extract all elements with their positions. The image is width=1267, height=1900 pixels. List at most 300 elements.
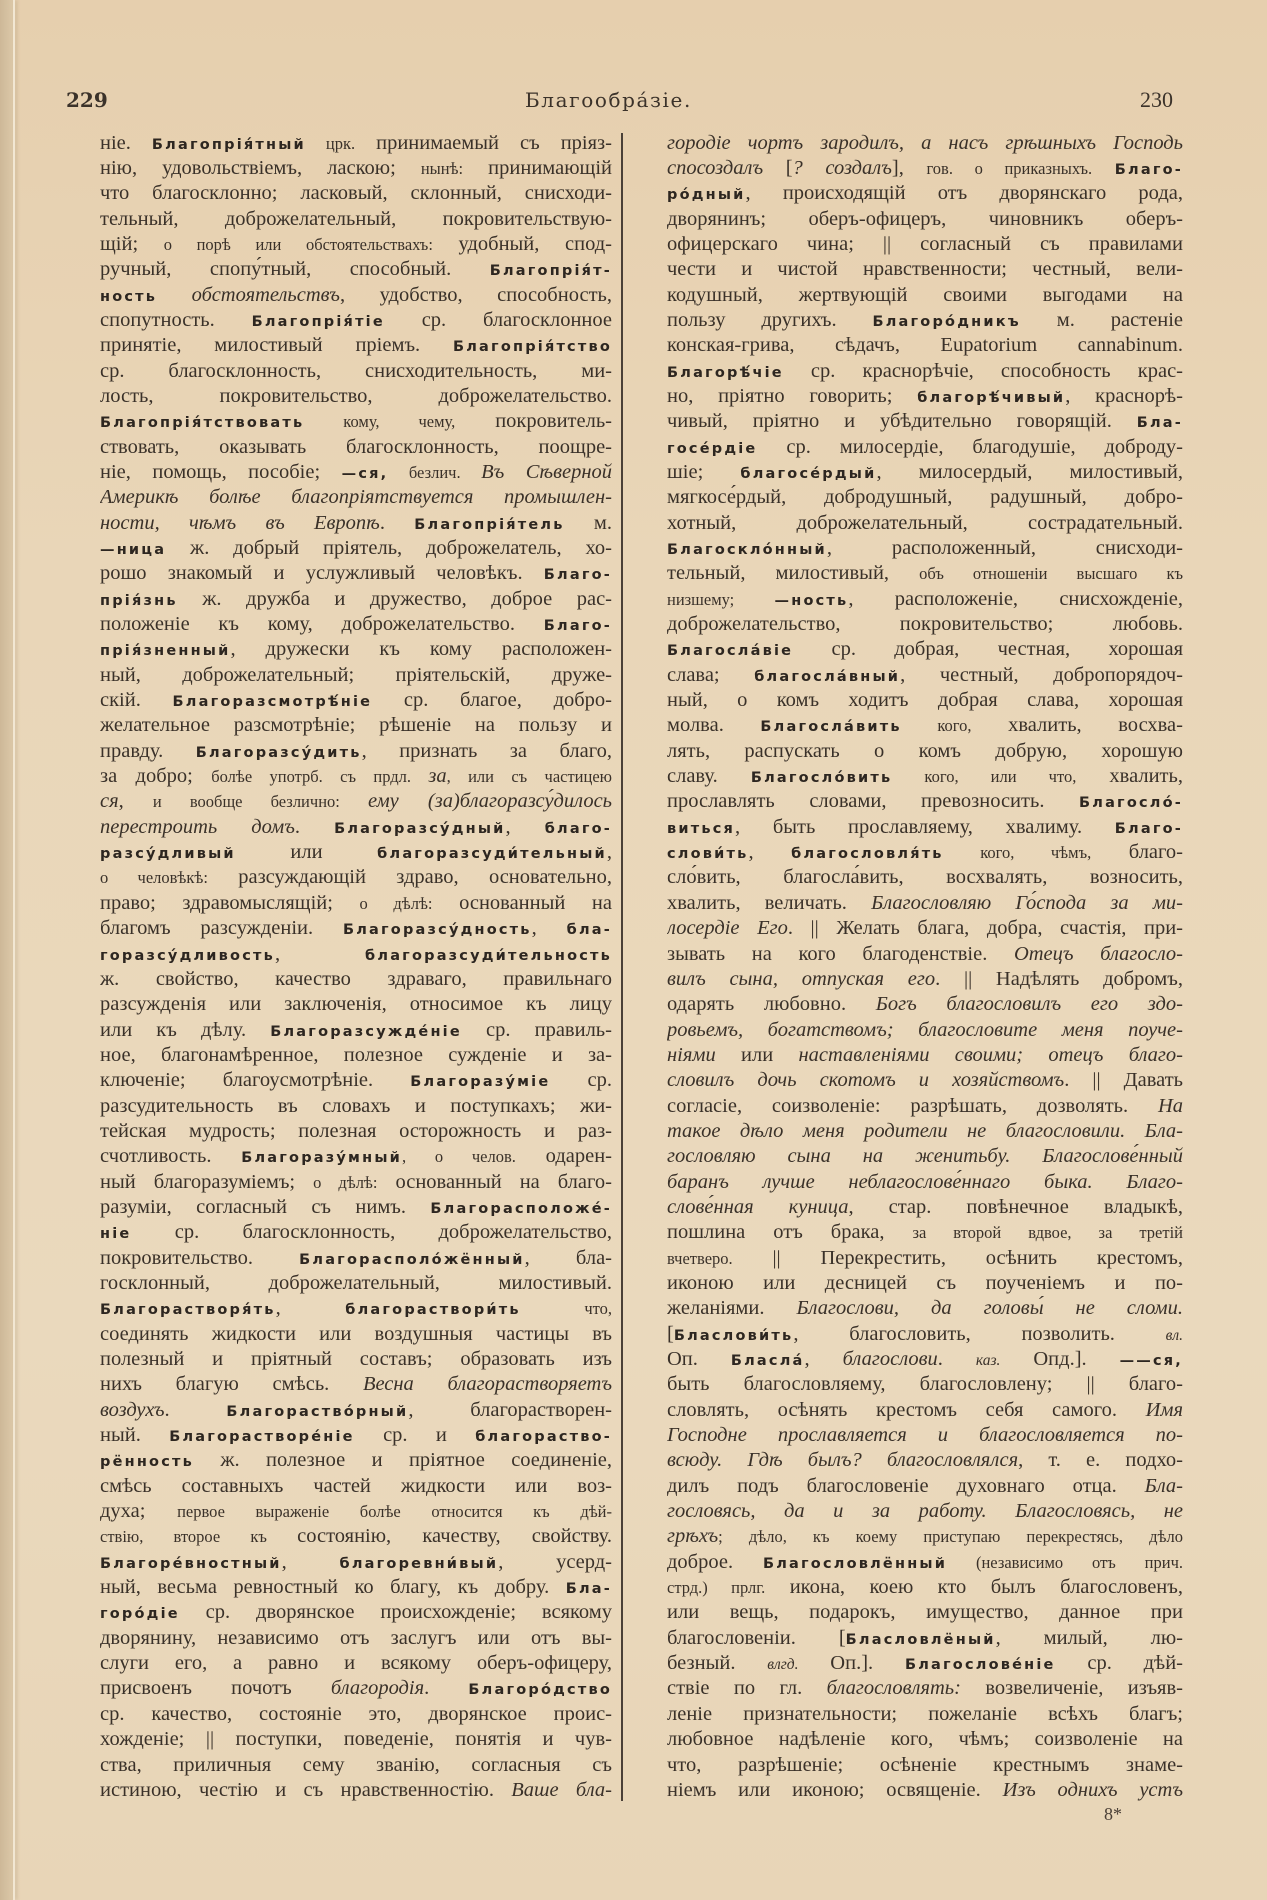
grammar-note: , или съ частицею <box>446 767 612 787</box>
headword: Благосла́віе <box>667 643 794 660</box>
text-line <box>667 181 1183 206</box>
definition-text: или вещь, подарокъ, имущество, данное при <box>667 1601 1183 1624</box>
definition-text: соединять жидкости или воздушныя частицы въ <box>100 1322 612 1345</box>
definition-text: чивый, пріятно и убѣдительно говорящій. <box>667 410 1137 433</box>
left-text-column <box>100 131 612 1804</box>
example-text: перестроить домъ <box>100 815 295 838</box>
definition-text: ное, благонамѣренное, полезное сужденіе и за- <box>100 1043 612 1066</box>
definition-text: , <box>804 1348 843 1370</box>
headword: госе́рдіе <box>667 440 758 457</box>
text-line <box>667 865 1183 890</box>
definition-text: шіе; <box>667 460 741 483</box>
headword: благоразсуди́тельность <box>365 947 612 964</box>
definition-text: ніемъ или иконою; освященіе. <box>667 1778 1003 1801</box>
definition-text: славу. <box>667 765 751 788</box>
headword: Бла- <box>565 1581 612 1598</box>
definition-text: за добро; <box>100 765 212 788</box>
definition-text: , усерд- <box>498 1550 612 1573</box>
text-line <box>100 384 612 409</box>
definition-text: лять, распускать о комъ добрую, хорошую <box>667 739 1183 762</box>
text-line <box>667 1702 1183 1727</box>
definition-text: или къ дѣлу. <box>100 1018 271 1041</box>
definition-text: . || Давать <box>1064 1069 1183 1092</box>
text-line <box>100 1676 612 1701</box>
definition-text: дворянину, независимо отъ заслугъ или отъ вы- <box>100 1626 612 1649</box>
text-line <box>667 1170 1183 1195</box>
definition-text: любовное надѣленіе кого, чѣмъ; соизволеніе на <box>667 1728 1183 1751</box>
definition-text: ж. свойство, качество здраваго, правильнаго <box>100 967 612 990</box>
grammar-note: первое выраженіе болѣе относится къ дѣй- <box>177 1502 612 1522</box>
text-line <box>100 992 612 1017</box>
definition-text: ср. добрая, честная, хорошая <box>793 638 1183 661</box>
text-line <box>667 409 1183 434</box>
text-line <box>667 1753 1183 1778</box>
text-line <box>100 1499 612 1524</box>
headword: Благосло́вить <box>750 770 893 787</box>
text-line <box>100 435 612 460</box>
text-line <box>100 1322 612 1347</box>
example-text: Бла- <box>1144 1474 1183 1497</box>
text-line <box>100 1018 612 1043</box>
definition-text: присвоенъ почотъ <box>100 1677 331 1700</box>
definition-text: , <box>275 1297 346 1320</box>
example-text: баранъ лучше неблагослове́ннаго быка. Благо- <box>667 1170 1183 1193</box>
text-line <box>667 1043 1183 1068</box>
text-line <box>667 1448 1183 1473</box>
definition-text: нихъ благую смѣсь. <box>100 1373 363 1396</box>
definition-text: ный, о комъ ходитъ добрая слава, хорошая <box>667 689 1183 712</box>
text-line <box>667 283 1183 308</box>
headword: —ся, <box>341 465 389 482</box>
headword: Благоро́дство <box>468 1682 612 1699</box>
definition-text: желаніями. <box>667 1297 797 1320</box>
headword: ніе <box>100 1226 132 1243</box>
definition-text: . <box>164 1398 227 1421</box>
headword: разсу́дливый <box>100 846 236 863</box>
definition-text: ср. правиль- <box>461 1018 612 1041</box>
definition-text: основанный на <box>432 891 612 914</box>
example-text: за <box>428 765 447 788</box>
text-line <box>667 1524 1183 1549</box>
text-line <box>667 916 1183 941</box>
text-line <box>667 612 1183 637</box>
example-text: лосердіе Его <box>667 917 788 940</box>
example-text: Америкѣ болѣе благопріятствуется промышлен- <box>100 486 612 509</box>
definition-text: доброе. <box>667 1550 763 1573</box>
headword: Благоразсужде́ніе <box>270 1023 462 1040</box>
definition-text: офицерскаго чина; || согласный съ правилами <box>667 232 1183 255</box>
text-line <box>667 1347 1183 1372</box>
definition-text: , <box>505 815 545 838</box>
example-text: Благословляю Го́спода за ми- <box>871 891 1183 914</box>
headword: Благоразу́мный <box>241 1150 402 1167</box>
text-line <box>100 789 612 814</box>
example-text: Изъ однихъ устъ <box>1002 1778 1183 1801</box>
definition-text: сло́вить, благосла́вить, восхвалять, возносить, <box>667 866 1183 889</box>
text-line <box>667 1195 1183 1220</box>
definition-text: ніе. <box>100 131 152 154</box>
example-text: ровьемъ, богатствомъ; благословите меня поуче- <box>667 1018 1183 1041</box>
definition-text: ср. милосердіе, благодушіе, доброду- <box>757 435 1183 458</box>
grammar-note: ствію, второе къ <box>100 1527 298 1547</box>
text-line <box>100 333 612 358</box>
text-line <box>100 257 612 282</box>
definition-text: разсуждающій здраво, основательно, <box>207 866 612 889</box>
text-line <box>667 840 1183 865</box>
definition-text: ср. благосклонность, снисходительность, ми- <box>100 359 612 382</box>
definition-text: , бла- <box>524 1246 612 1269</box>
grammar-note: и вообще безлично: <box>152 792 368 812</box>
definition-text: . || Желать блага, добра, счастія, при- <box>787 917 1183 940</box>
headword: благосе́рдый <box>740 465 877 482</box>
text-line <box>100 1398 612 1423</box>
headword: —ность <box>774 592 849 609</box>
definition-text: ср. краснорѣчіе, способность крас- <box>783 359 1183 382</box>
grammar-note: за второй вдвое, за третій <box>912 1223 1183 1243</box>
definition-text: . <box>424 1677 469 1700</box>
text-line <box>100 612 612 637</box>
definition-text: одарен- <box>515 1145 612 1168</box>
headword: Благопрія́тель <box>414 516 565 533</box>
text-line <box>100 865 612 890</box>
text-line <box>667 333 1183 358</box>
example-text: всюду. Гдѣ былъ? благословлялся <box>667 1449 1019 1472</box>
grammar-note: нынѣ: <box>420 158 464 178</box>
definition-text: или <box>715 1043 799 1066</box>
example-text: На <box>1157 1094 1183 1117</box>
text-line <box>100 891 612 916</box>
headword: Бла- <box>1136 415 1183 432</box>
definition-text: духа; <box>100 1500 178 1523</box>
text-line <box>667 713 1183 738</box>
definition-text: разсужденія или заключенія, относимое къ лицу <box>100 993 612 1016</box>
text-line <box>667 637 1183 662</box>
grammar-note: кому, чему, <box>304 412 456 432</box>
text-line <box>667 815 1183 840</box>
text-line <box>100 1220 612 1245</box>
definition-text: , признать за благо, <box>361 739 612 762</box>
grammar-note: безлич. <box>388 462 482 482</box>
definition-text: , милосердый, милостивый, <box>876 460 1183 483</box>
headword: Благо- <box>543 567 612 584</box>
column-divider-rule <box>621 133 623 1801</box>
definition-text: ж. полезное и пріятное соединеніе, <box>193 1449 612 1472</box>
example-text: гословясь, да и за работу. Благословясь, не <box>667 1500 1183 1523</box>
example-text: ніями <box>667 1043 716 1066</box>
text-line <box>667 1119 1183 1144</box>
text-line <box>667 891 1183 916</box>
text-line <box>100 1195 612 1220</box>
definition-text: дворянинъ; оберъ-офицеръ, чиновникъ оберъ- <box>667 207 1183 230</box>
definition-text: благословеніи. [ <box>667 1626 846 1649</box>
headword: благораствори́ть <box>345 1302 521 1319</box>
definition-text: благомъ разсужденіи. <box>100 917 343 940</box>
definition-text: . <box>294 815 335 838</box>
grammar-note: (независимо отъ прич. <box>947 1552 1183 1572</box>
text-line <box>100 1246 612 1271</box>
text-line <box>667 967 1183 992</box>
text-line <box>100 1600 612 1625</box>
definition-text: хвалить, восхва- <box>971 714 1183 737</box>
definition-text: ср. качество, состояніе это, дворянское проис- <box>100 1702 612 1725</box>
headword: Благорасположе́- <box>430 1200 612 1217</box>
text-line <box>667 1676 1183 1701</box>
definition-text: м. растеніе <box>1020 308 1183 331</box>
text-line <box>100 663 612 688</box>
headword: Благоразсу́дность <box>342 922 532 939</box>
text-line <box>100 511 612 536</box>
grammar-note: стрд.) прлг. <box>667 1578 766 1598</box>
text-line <box>100 232 612 257</box>
definition-text: , расположенный, снисходи- <box>826 537 1183 559</box>
definition-text: счотливость. <box>100 1145 242 1168</box>
example-text: городіе чортъ зародилъ, а насъ грѣшныхъ Господь <box>667 131 1183 154</box>
definition-text: , благорастворен- <box>408 1398 612 1421</box>
definition-text: , <box>748 841 792 864</box>
headword: Благосла́вить <box>760 719 902 736</box>
definition-text: ср. дворянское происхожденіе; всякому <box>179 1601 612 1624</box>
definition-text: , стар. повѣнечное владыкѣ, <box>848 1195 1183 1218</box>
headword: прія́зненный <box>100 643 231 660</box>
definition-text: или <box>235 841 378 864</box>
example-text: ся <box>100 790 119 813</box>
text-line <box>100 1119 612 1144</box>
text-line <box>100 359 612 384</box>
printer-signature-mark: 8* <box>1104 1804 1122 1824</box>
source-abbreviation: вл. <box>1165 1326 1183 1344</box>
headword: Благословлённый <box>762 1555 948 1572</box>
text-line <box>667 1068 1183 1093</box>
text-line <box>667 1550 1183 1575</box>
text-line <box>100 713 612 738</box>
headword: Благопрія́т- <box>489 263 612 280</box>
text-line <box>667 1372 1183 1397</box>
text-line <box>100 561 612 586</box>
text-line <box>100 1271 612 1296</box>
grammar-note: объ отношеніи высшаго къ <box>919 564 1183 584</box>
definition-text: нію, удовольствіемъ, ласкою; <box>100 156 421 179</box>
definition-text: пользу другихъ. <box>667 308 873 331</box>
definition-text: Оп. <box>667 1348 731 1370</box>
example-text: словилъ дочь скотомъ и хозяйствомъ <box>667 1069 1065 1092</box>
definition-text: принимающій <box>463 156 612 179</box>
definition-text: , <box>606 841 612 864</box>
example-text: слове́нная куница <box>667 1195 849 1218</box>
headword: ность <box>100 288 158 305</box>
page-edge-highlight <box>13 0 15 1900</box>
headword: благоревни́вый <box>339 1555 499 1572</box>
headword: Благоскло́нный <box>667 542 827 558</box>
definition-text: чести и чистой нравственности; честный, вели- <box>667 258 1183 281</box>
definition-text: ства, приличныя сему званію, согласныя съ <box>100 1753 612 1776</box>
headword: Благосло́- <box>1079 795 1183 812</box>
text-line <box>100 308 612 333</box>
running-head-title: Благообра́зіе. <box>525 88 692 112</box>
example-text: ему (за)благоразсу́дилось <box>368 790 612 813</box>
headword: горо́діе <box>100 1606 180 1623</box>
headword: благословля́ть <box>791 846 944 863</box>
definition-text: , т. е. подхо- <box>1018 1449 1183 1472</box>
text-line <box>667 257 1183 282</box>
definition-text: иконою или десницей съ поученіемъ и по- <box>667 1271 1183 1294</box>
headword: благосла́вный <box>754 668 901 685</box>
definition-text: скій. <box>100 689 173 712</box>
headword: Благопрія́тство <box>452 339 612 356</box>
headword: Бласлови́ть <box>673 1327 794 1344</box>
grammar-note: болѣе употрб. съ прдл. <box>211 767 429 787</box>
text-line <box>667 1398 1183 1423</box>
definition-text: || Перекрестить, осѣнить крестомъ, <box>732 1246 1183 1269</box>
text-line <box>100 1296 612 1321</box>
definition-text: что благосклонно; ласковый, склонный, снисходи- <box>100 182 612 205</box>
definition-text: истиною, честію и съ нравственностію. <box>100 1778 512 1801</box>
example-text: благослови <box>842 1348 938 1370</box>
text-line <box>100 1068 612 1093</box>
grammar-note: о человѣкѣ: <box>100 868 208 888</box>
definition-text: ср. <box>550 1069 612 1092</box>
definition-text: хвалить, величать. <box>667 891 872 914</box>
definition-text: дилъ подъ благословеніе духовнаго отца. <box>667 1474 1145 1497</box>
example-text: Отецъ благосло- <box>1013 942 1183 965</box>
text-line <box>100 460 612 485</box>
grammar-note: кого, чѣмъ, <box>943 843 1092 863</box>
text-line <box>100 131 612 156</box>
headword: Благо- <box>1114 161 1183 178</box>
text-line <box>100 637 612 662</box>
definition-text: принятіе, милостивый пріемъ. <box>100 334 453 357</box>
headword: благораство- <box>475 1429 612 1446</box>
definition-text: , быть прославляему, хвалиму. <box>735 815 1115 838</box>
grammar-note: о порѣ или обстоятельствахъ: <box>163 234 433 254</box>
headword: горазсу́дливость <box>100 947 275 964</box>
definition-text: тельный, доброжелательный, покровительствую- <box>100 207 612 230</box>
grammar-note: о дѣлѣ: <box>313 1172 378 1192</box>
text-line <box>100 1524 612 1549</box>
definition-text: , благословить, позволить. <box>793 1322 1166 1345</box>
definition-text <box>1092 157 1115 179</box>
text-line <box>100 485 612 510</box>
definition-text: слуги его, а равно и всякому оберъ-офицеру, <box>100 1652 612 1675</box>
text-line <box>667 435 1183 460</box>
text-line <box>667 384 1183 409</box>
text-line <box>667 561 1183 586</box>
example-text: спосоздалъ <box>667 156 764 179</box>
grammar-note: кого, или что, <box>892 767 1077 787</box>
headword: ро́дный <box>667 187 746 204</box>
headword: Благоразу́міе <box>410 1074 551 1091</box>
definition-text: , происходящій отъ дворянскаго рода, <box>745 182 1183 205</box>
example-text: Благослови, да головы́ не сломи. <box>796 1297 1183 1320</box>
definition-text: , милый, лю- <box>995 1626 1183 1649</box>
text-line <box>667 587 1183 612</box>
text-line <box>667 131 1183 156</box>
definition-text: . || Надѣлять добромъ, <box>935 967 1183 990</box>
example-text: воздухъ <box>100 1398 165 1421</box>
text-line <box>667 1499 1183 1524</box>
right-page-number: 230 <box>1140 87 1173 112</box>
source-abbreviation: каз. <box>975 1352 1001 1369</box>
headword: Благо- <box>1114 820 1183 837</box>
text-line <box>100 1347 612 1372</box>
definition-text: , <box>118 790 153 813</box>
text-line <box>667 485 1183 510</box>
example-text: Ваше бла- <box>511 1778 612 1801</box>
text-line <box>100 1474 612 1499</box>
definition-text: но, пріятно говорить; <box>667 384 918 407</box>
definition-text: покровительство. <box>100 1246 300 1269</box>
definition-text: желательное разсмотрѣніе; рѣшеніе на пользу и <box>100 714 612 737</box>
definition-text: ный, доброжелательный; пріятельскій, друже- <box>100 663 612 686</box>
text-line <box>100 1043 612 1068</box>
definition-text: ср. благосклонность, доброжелательство, <box>131 1221 612 1244</box>
text-line <box>667 1474 1183 1499</box>
text-line <box>667 1271 1183 1296</box>
headword: бла- <box>566 922 612 939</box>
text-line <box>667 1626 1183 1651</box>
definition-text: разуміи, согласный съ нимъ. <box>100 1195 431 1218</box>
grammar-note: гов. о приказныхъ. <box>926 158 1093 178</box>
grammar-note: , о челов. <box>402 1147 516 1167</box>
text-line <box>667 789 1183 814</box>
grammar-note: низшему; <box>667 589 775 609</box>
text-line <box>100 1702 612 1727</box>
definition-text: хотный, доброжелательный, сострадательный. <box>667 511 1183 534</box>
definition-text: что, разрѣшеніе; осѣненіе крестнымъ знаме- <box>667 1753 1183 1776</box>
text-line <box>100 207 612 232</box>
text-line <box>667 1575 1183 1600</box>
definition-text: словлять, осѣнять крестомъ себя самого. <box>667 1398 1146 1421</box>
text-line <box>667 1423 1183 1448</box>
text-line <box>667 232 1183 257</box>
definition-text: ный, весьма ревностный ко благу, къ добру. <box>100 1576 566 1599</box>
text-line <box>100 536 612 561</box>
text-line <box>667 1600 1183 1625</box>
definition-text: , <box>281 1550 340 1573</box>
text-line <box>100 1423 612 1448</box>
text-line <box>667 1651 1183 1676</box>
definition-text: правду. <box>100 739 196 762</box>
definition-text: конская-грива, сѣдачъ, Eupatorium cannabinum. <box>667 334 1183 357</box>
headword: Благопрія́тіе <box>251 313 385 330</box>
headword: Благопрія́тный <box>151 136 306 153</box>
definition-text: безный. <box>667 1652 768 1675</box>
text-line <box>100 1575 612 1600</box>
definition-text: ср. дѣй- <box>1055 1652 1183 1675</box>
text-line <box>100 1448 612 1473</box>
example-text: вилъ сына, отпуская его <box>667 967 936 990</box>
text-line <box>667 1144 1183 1169</box>
definition-text: согласіе, соизволеніе: разрѣшать, дозволять. <box>667 1094 1158 1117</box>
definition-text: [ <box>763 156 793 179</box>
text-line <box>100 1094 612 1119</box>
headword: Благорасполо́жённый <box>299 1251 525 1268</box>
text-line <box>667 942 1183 967</box>
text-line <box>100 1626 612 1651</box>
definition-text: хвалить, <box>1076 765 1183 788</box>
text-line <box>100 1778 612 1803</box>
definition-text: ствовать, оказывать благосклонность, поощре- <box>100 435 612 458</box>
headword: Бласла́ <box>730 1353 805 1369</box>
text-line <box>667 688 1183 713</box>
definition-text: , дружески къ кому расположен- <box>230 638 612 661</box>
text-line <box>100 942 612 967</box>
headword: Бласловлёный <box>845 1631 996 1648</box>
definition-text: кодушный, жертвующій своими выгодами на <box>667 283 1183 306</box>
definition-text: доброжелательство, покровительство; любовь. <box>667 613 1183 636</box>
headword: прія́знь <box>100 592 178 609</box>
example-text: Богъ благословилъ его здо- <box>875 993 1183 1016</box>
definition-text: ж. добрый пріятель, доброжелатель, хо- <box>166 537 612 559</box>
